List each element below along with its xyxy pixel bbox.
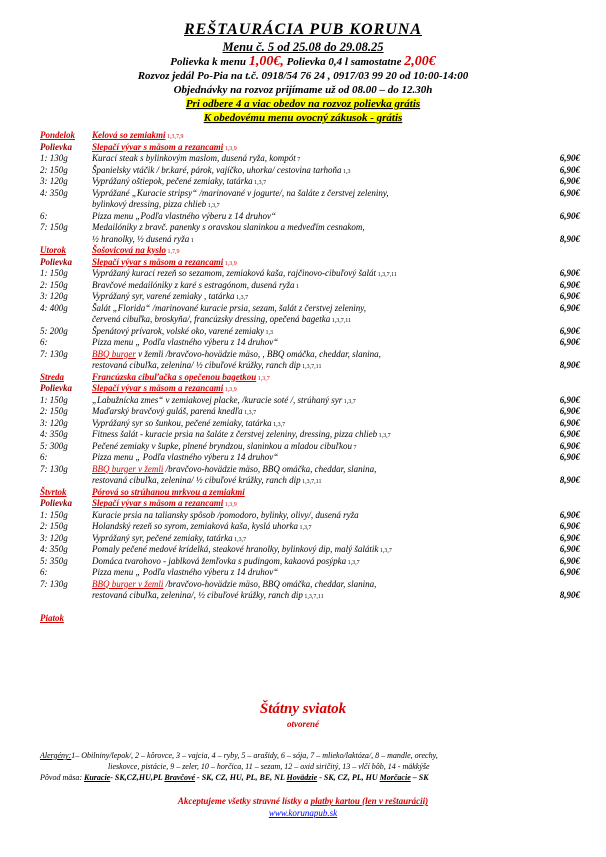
menu-item-row [40, 280, 580, 292]
allergen-codes-text: 1,3,9 [224, 260, 237, 267]
item-description [92, 452, 278, 464]
item-number: 2: 150g [40, 164, 68, 175]
allergens-footer [40, 750, 585, 783]
dish-text: Vyprážané „Kuracie stripsy“ /marinované v jogurte/, na šaláte z čerstvej zeleniny, [92, 187, 389, 198]
allergen-codes [256, 376, 270, 382]
item-price: 8,90€ [559, 360, 580, 370]
menu-item-row [40, 165, 580, 177]
allergen-codes [166, 134, 184, 140]
menu-item-row [40, 521, 580, 533]
item-number: 6: [40, 452, 48, 462]
allergen-codes-text: 1,3,7,11 [302, 364, 322, 370]
item-description [92, 211, 276, 223]
item-price: 6,90€ [559, 521, 580, 531]
item-description [92, 510, 359, 522]
origin-chicken-countries: - SK,CZ,HU,PL [110, 773, 165, 782]
allergen-codes-text: 1,3,9 [224, 387, 237, 393]
dish-text: restovaná cibuľka, zelenina/, ½ cibuľové krúžky, ranch dip [92, 590, 303, 600]
dish-text: Pizza menu „ Podľa vlastného výberu z 14 druhov“ [92, 337, 279, 347]
dish-text: Vyprážaný oštiepok, pečené zemiaky, tatárka [92, 176, 253, 186]
item-price: 6,90€ [559, 325, 580, 336]
item-number: 2: 150g [40, 279, 68, 290]
item-number: 3: 120g [40, 417, 68, 428]
allergen-codes [303, 594, 324, 600]
allergen-codes-text: 1,3,7 [343, 398, 356, 405]
soup-row [40, 383, 580, 395]
item-price: 6,90€ [559, 440, 580, 451]
item-number: 7: 130g [40, 578, 68, 589]
burger-detail: v žemli /bravčovo-hovädzie mäso, , BBQ omáčka, cheddar, slanina, [135, 348, 381, 359]
allergen-codes-text: 1,3,7 [244, 410, 257, 416]
item-description [92, 337, 278, 349]
item-number: 1: 150g [40, 394, 68, 405]
day-name: Piatok [40, 613, 64, 623]
soup-label-b: Polievka 0,4 l samostatne [283, 56, 405, 68]
soup-row [40, 142, 580, 154]
allergen-codes-text: 7 [297, 157, 301, 163]
menu-table [40, 130, 580, 625]
soup-pricing [0, 55, 606, 69]
dish-text: Slepačí vývar s mäsom a rezancami [92, 498, 224, 508]
item-price: 6,90€ [559, 532, 580, 543]
allergen-codes [223, 387, 237, 393]
menu-item-row [40, 464, 580, 476]
dish-text: Maďarský bravčový guláš, parená knedľa [92, 406, 243, 416]
item-price: 6,90€ [559, 268, 580, 278]
dish-text: Domáca tvarohovo - jablková žemľovka s pudingom, kakaová posýpka [92, 555, 347, 566]
menu-item-row [40, 510, 580, 522]
allergen-codes [301, 364, 322, 370]
item-price: 8,90€ [559, 475, 580, 485]
allergen-codes-text: 1,3,7 [257, 375, 270, 382]
website-link[interactable]: www.korunapub.sk [268, 808, 338, 818]
origin-pork-countries: - SK, CZ, HU, PL, BE, NL [195, 773, 287, 782]
allergen-codes [352, 445, 357, 451]
allergen-codes [272, 422, 286, 428]
menu-item-row [40, 406, 580, 418]
dish-text: Vyprážaný kurací rezeň so sezamom, zemiaková kaša, rajčinovo-cibuľový šalát [92, 268, 377, 278]
card-payment-note: platby kartou (len v reštaurácii) [310, 796, 429, 806]
orders-info: Objednávky na rozvoz prijímame už od 08.00 – do 12.30h [173, 84, 433, 96]
menu-item-row [40, 211, 580, 223]
dish-text: Kuracie prsia na taliansky spôsob /pomodoro, bylinky, olivy/, dusená ryža [92, 509, 359, 520]
origin-beef-countries: - SK, CZ, PL, HU [317, 773, 380, 782]
item-number: 1: 150g [40, 268, 68, 278]
dish-text: Slepačí vývar s mäsom a rezancami [92, 383, 224, 393]
day-row [40, 372, 580, 384]
item-number: 7: 130g [40, 348, 68, 359]
allergen-codes-text: 1 [190, 237, 194, 244]
item-number: 4: 350g [40, 544, 68, 554]
menu-item-row [40, 153, 580, 165]
item-price: 8,90€ [559, 590, 580, 600]
dish-text: Špenátový prívarok, volské oko, varené zemiaky [92, 325, 265, 336]
origin-pork: Bravčové [164, 773, 196, 782]
item-number: 1: 150g [40, 509, 68, 520]
allergens-label: Alergény: [40, 751, 72, 760]
allergen-codes-text: 1,3,7 [273, 421, 286, 428]
dish-text: Pizza menu „ Podľa vlastného výberu z 14 druhov“ [92, 452, 279, 462]
meat-origin [40, 772, 585, 783]
dish-text: Vyprážaný syr, varené zemiaky , tatárka [92, 291, 235, 301]
holiday-subtitle: otvorené [287, 719, 319, 729]
dish-text: Pečené zemiaky v šupke, plnené bryndzou, slaninkou a mladou cibuľkou [92, 440, 352, 451]
allergens-line-1: 1– Obilniny/lepok/, 2 – kôrovce, 3 – vajcia, 4 – ryby, 5 – arašidy, 6 – sója, 7 – mlieko/laktóza/, 8 – mandle, orechy, [71, 751, 438, 760]
menu-item-row [40, 544, 580, 556]
soup-price-a: 1,00€, [248, 54, 284, 69]
menu-item-row [40, 176, 580, 188]
payment-note: Akceptujeme všetky stravné lístky a [177, 796, 311, 806]
day-row [40, 613, 580, 625]
dish-text: Pizza menu „ Podľa vlastného výberu z 14 druhov“ [92, 567, 279, 577]
allergen-codes [243, 410, 257, 416]
allergen-codes-text: 1,3,7,11 [304, 594, 324, 600]
allergen-codes-text: 1,3 [265, 329, 274, 336]
day-soup-name: Pórová so strúhanou mrkvou a zemiakmi [92, 486, 245, 497]
dish-text: restovaná cibuľka, zelenina/ ½ cibuľové krúžky, ranch dip [92, 475, 301, 485]
item-number: 6: [40, 337, 48, 347]
menu-item-row [40, 199, 580, 211]
delivery-info: Rozvoz jedál Po-Pia na t.č. 0918/54 76 24 , 0917/03 99 20 od 10:00-14:00 [137, 70, 469, 82]
day-name: Pondelok [40, 130, 75, 140]
day-row [40, 487, 580, 499]
holiday-title: Štátny sviatok [259, 701, 347, 717]
item-price: 6,90€ [559, 509, 580, 520]
item-description [92, 303, 366, 315]
dish-text: Kurací steak s bylinkovým maslom, dusená ryža, kompót [92, 153, 296, 163]
menu-item-row [40, 602, 580, 614]
menu-item-row [40, 452, 580, 464]
dish-text: Medailóniky z bravč. panenky s oravskou slaninkou a medveďím cesnakom, [92, 222, 365, 232]
allergen-codes [233, 537, 247, 543]
allergen-codes-text: 1,3,7 [299, 525, 312, 531]
item-number: 4: 350g [40, 429, 68, 439]
allergen-codes-text: 1,3 [342, 168, 351, 175]
item-price: 6,90€ [559, 429, 580, 439]
page-title: REŠTAURÁCIA PUB KORUNA [183, 21, 423, 38]
allergen-codes-text: 1,3,7 [379, 548, 392, 554]
soup-price-b: 2,00€ [404, 54, 436, 69]
menu-item-row [40, 556, 580, 568]
item-number: 5: 350g [40, 555, 68, 566]
dish-text: restovaná cibuľka, zelenina/ ½ cibuľové krúžky, ranch dip [92, 360, 301, 370]
dish-text: bylinkový dressing, pizza chlieb [92, 199, 207, 209]
day-soup-name: Francúzska cibuľačka s opečenou bagetkou [92, 371, 257, 382]
item-price: 6,90€ [559, 567, 580, 577]
dish-text: Bravčové medailóniky z karé s estragónom, dusená ryža [92, 279, 295, 290]
item-price: 6,90€ [559, 337, 580, 347]
menu-item-row [40, 268, 580, 280]
item-description [92, 222, 365, 234]
allergens-line-2: lieskovce, pistácie, 9 – zeler, 10 – horčica, 11 – sezam, 12 – oxid siričitý, 13 – vlčí bôb, 14 - mäkkýše [108, 762, 430, 771]
menu-period: Menu č. 5 od 25.08 do 29.08.25 [222, 40, 384, 54]
soup-row [40, 257, 580, 269]
allergen-codes [223, 146, 237, 152]
item-number: 7: 130g [40, 463, 68, 474]
allergen-codes [330, 318, 351, 324]
item-number: Polievka [40, 498, 72, 508]
item-description [92, 464, 376, 476]
allergen-codes [377, 433, 391, 439]
item-number: 7: 150g [40, 222, 68, 232]
menu-item-row [40, 349, 580, 361]
menu-item-row [40, 590, 580, 602]
origin-chicken: Kuracie [84, 773, 111, 782]
item-number: Polievka [40, 383, 72, 393]
dish-text: červená cibuľka, broskyňa/, francúzsky dressing, opečená bagetka [92, 314, 331, 324]
item-price: 6,90€ [559, 544, 580, 554]
menu-item-row [40, 337, 580, 349]
allergen-codes-text: 1,3,7,9 [167, 134, 184, 140]
dish-text: Slepačí vývar s mäsom a rezancami [92, 141, 224, 152]
item-description [92, 579, 376, 591]
item-description [92, 349, 381, 361]
payment-footer [0, 795, 606, 819]
menu-item-row [40, 222, 580, 234]
dish-text: ½ hranolky, ½ dusená ryža [92, 233, 190, 244]
allergen-codes [189, 238, 194, 244]
allergen-codes-text: 1,3,7 [254, 180, 267, 186]
allergen-codes [264, 330, 273, 336]
day-soup-name: Kelová so zemiakmi [92, 130, 166, 140]
allergen-codes-text: 1,3,7,11 [331, 318, 352, 324]
allergen-codes-text: 1,3,7 [378, 433, 391, 439]
allergen-codes [166, 249, 180, 255]
item-number: 6: [40, 210, 48, 221]
menu-item-row [40, 234, 580, 246]
allergen-codes-text: 1,3,7,11 [377, 272, 397, 278]
promo-soup: Pri odbere 4 a viac obedov na rozvoz polievka grátis [185, 98, 421, 110]
item-number: 2: 150g [40, 521, 68, 531]
origin-turkey-countries: – SK [410, 773, 429, 782]
item-number: Polievka [40, 141, 72, 152]
allergen-codes-text: 1,3,9 [224, 145, 237, 152]
menu-item-row [40, 314, 580, 326]
item-price: 6,90€ [559, 187, 580, 198]
allergen-codes-text: 1,3,9 [224, 502, 237, 508]
menu-item-row [40, 303, 580, 315]
allergen-codes [253, 180, 267, 186]
allergen-codes [296, 157, 301, 163]
holiday-notice [0, 700, 606, 730]
item-number: 4: 400g [40, 302, 68, 313]
allergen-codes-text: 1 [295, 283, 299, 290]
day-name: Streda [40, 371, 65, 382]
day-name: Štvrtok [40, 486, 67, 497]
day-row [40, 245, 580, 257]
allergen-codes [376, 272, 397, 278]
day-name: Utorok [40, 245, 67, 255]
burger-detail: /bravčovo-hovädzie mäso, BBQ omáčka, cheddar, slanina, [163, 463, 377, 474]
item-number: 1: 130g [40, 153, 68, 163]
item-number: 3: 120g [40, 532, 68, 543]
item-number: 5: 200g [40, 325, 68, 336]
dish-text: Fitness šalát - kuracie prsia na šaláte z čerstvej zeleniny, dressing, pizza chlieb [92, 429, 378, 439]
allergen-codes-text: 1,3,7,11 [302, 479, 322, 485]
item-number: 5: 300g [40, 440, 68, 451]
allergen-codes [235, 295, 249, 301]
dish-text: Pomaly pečené medové krídelká, steakové hranolky, bylinkový dip, malý šalátik [92, 544, 379, 554]
allergen-codes-text: 7 [353, 444, 357, 451]
item-price: 6,90€ [559, 452, 580, 462]
allergen-codes [298, 525, 312, 531]
item-number: 3: 120g [40, 176, 68, 186]
item-price: 6,90€ [559, 210, 580, 221]
dish-text: Šalát „Florida“ /marinované kuracie prsia, sezam, šalát z čerstvej zeleniny, [92, 302, 366, 313]
item-price: 6,90€ [559, 291, 580, 301]
item-price: 6,90€ [559, 394, 580, 405]
allergen-codes [294, 284, 299, 290]
menu-item-row [40, 418, 580, 430]
menu-item-row [40, 567, 580, 579]
item-number: Polievka [40, 256, 72, 267]
allergen-codes [206, 203, 220, 209]
menu-item-row [40, 360, 580, 372]
menu-item-row [40, 475, 580, 487]
item-price: 6,90€ [559, 164, 580, 175]
dish-text: Slepačí vývar s mäsom a rezancami [92, 256, 224, 267]
item-number: 6: [40, 567, 48, 577]
allergen-codes-text: 1,7,9 [167, 249, 180, 255]
item-number: 4: 350g [40, 187, 68, 198]
menu-item-row [40, 533, 580, 545]
origin-turkey: Morčacie [379, 773, 411, 782]
menu-item-row [40, 429, 580, 441]
item-price: 6,90€ [559, 279, 580, 290]
allergen-codes [378, 548, 392, 554]
soup-row [40, 498, 580, 510]
allergen-codes [346, 560, 360, 566]
allergen-codes [301, 479, 322, 485]
item-price: 6,90€ [559, 176, 580, 186]
allergen-codes-text: 1,3,7 [347, 559, 360, 566]
soup-label-a: Polievka k menu [170, 56, 249, 68]
allergen-codes-text: 1,3,7 [236, 295, 249, 301]
dish-text: Holandský rezeň so syrom, zemiaková kaša, kyslá uhorka [92, 521, 299, 531]
menu-item-row [40, 441, 580, 453]
allergen-codes [341, 169, 350, 175]
menu-item-row [40, 291, 580, 303]
menu-item-row [40, 188, 580, 200]
item-number: 3: 120g [40, 291, 68, 301]
day-row [40, 130, 580, 142]
promo-dessert: K obedovému menu ovocný zákusok - grátis [203, 112, 403, 124]
menu-item-row [40, 579, 580, 591]
item-price: 6,90€ [559, 302, 580, 313]
dish-text: Pizza menu „Podľa vlastného výberu z 14 druhov“ [92, 210, 277, 221]
allergen-codes [342, 399, 356, 405]
dish-text: „Labužnícka zmes“ v zemiakovej placke, /kuracie soté /, strúhaný syr [92, 394, 343, 405]
item-description [92, 188, 389, 200]
burger-name: BBQ burger v žemli [92, 578, 164, 589]
dish-text: Vyprážaný syr, pečené zemiaky, tatárka [92, 532, 233, 543]
dish-text: Vyprážaný syr so šunkou, pečené zemiaky, tatárka [92, 417, 272, 428]
origin-label: Pôvod mäsa: [40, 773, 84, 782]
item-price: 6,90€ [559, 417, 580, 428]
dish-text: Španielsky vtáčik / br.karé, párok, vajíčko, uhorka/ cestovina tarhoňa [92, 164, 342, 175]
item-price: 6,90€ [559, 555, 580, 566]
item-description [92, 567, 278, 579]
item-price: 6,90€ [559, 153, 580, 163]
allergen-codes-text: 1,3,7 [234, 536, 247, 543]
item-price: 6,90€ [559, 406, 580, 416]
item-number: 2: 150g [40, 406, 68, 416]
burger-name: BBQ burger v žemli [92, 463, 164, 474]
burger-name: BBQ burger [92, 348, 136, 359]
day-soup-name: Šošovicová na kyslo [92, 245, 166, 255]
origin-beef: Hovädzie [286, 773, 318, 782]
item-description [92, 487, 245, 499]
menu-item-row [40, 395, 580, 407]
allergen-codes [223, 261, 237, 267]
allergen-codes [223, 502, 237, 508]
burger-detail: /bravčovo-hovädzie mäso, BBQ omáčka, cheddar, slanina, [163, 578, 377, 589]
allergen-codes-text: 1,3,7 [207, 203, 220, 209]
menu-item-row [40, 326, 580, 338]
item-price: 8,90€ [559, 233, 580, 244]
